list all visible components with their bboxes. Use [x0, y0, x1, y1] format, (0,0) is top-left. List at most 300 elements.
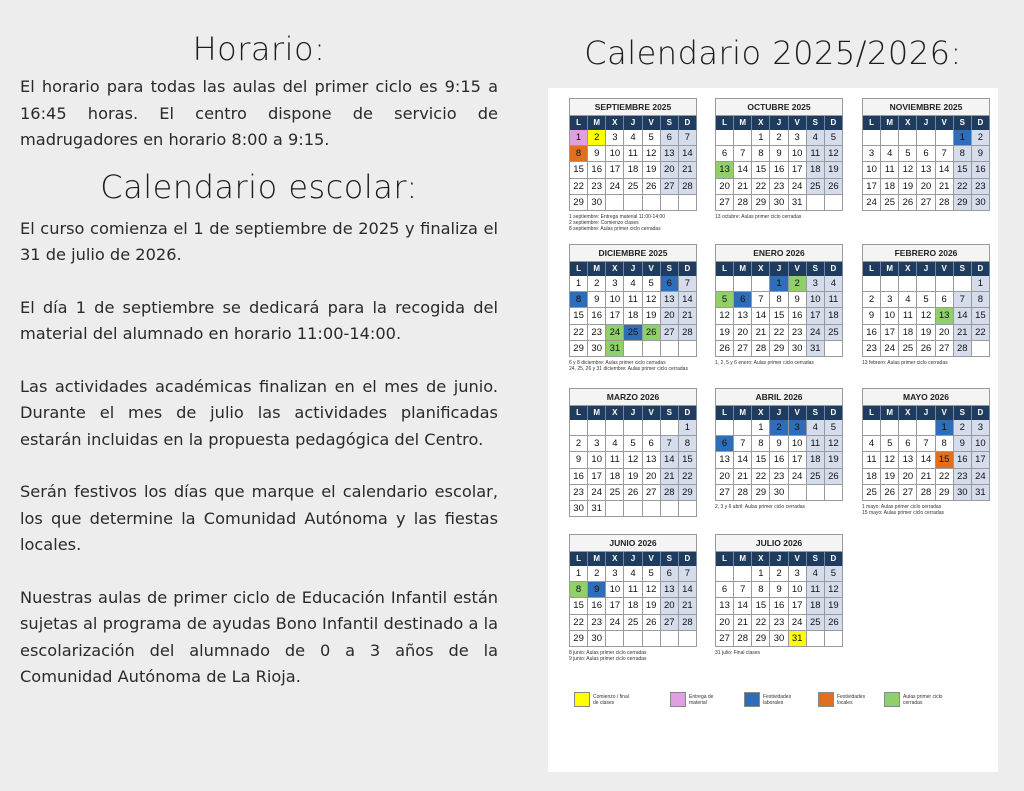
- day-cell: 18: [881, 179, 899, 195]
- paragraph: Nuestras aulas de primer ciclo de Educación Infantil están sujetas al programa de ayudas Bono Infantil destinado a la escolarización del alumnado de 0 a 3 años de la Comunidad Autónoma de La Rioja.: [20, 587, 498, 686]
- day-cell: 21: [679, 162, 697, 178]
- empty-cell: [825, 341, 843, 357]
- day-cell: 3: [807, 276, 825, 292]
- day-cell: 27: [661, 179, 679, 195]
- weekday-header: J: [624, 406, 642, 420]
- empty-cell: [863, 276, 881, 292]
- day-cell: 9: [570, 452, 588, 468]
- day-cell: 22: [570, 615, 588, 631]
- day-cell: 22: [570, 179, 588, 195]
- day-cell: 4: [825, 276, 843, 292]
- day-cell: 10: [789, 146, 807, 162]
- month-grid: [569, 406, 697, 517]
- day-cell: 29: [770, 341, 788, 357]
- day-cell: 19: [899, 179, 917, 195]
- day-cell: 28: [679, 325, 697, 341]
- day-cell: 17: [972, 452, 990, 468]
- empty-cell: [661, 420, 679, 436]
- day-cell: 7: [752, 292, 770, 308]
- month-notes: [569, 360, 697, 372]
- day-cell: 7: [661, 436, 679, 452]
- empty-cell: [570, 420, 588, 436]
- day-cell: 4: [863, 436, 881, 452]
- day-cell: 26: [643, 615, 661, 631]
- weekday-header: S: [954, 116, 972, 130]
- paragraph: El día 1 de septiembre se dedicará para la recogida del material del alumnado en horario 11:00-14:00.: [20, 297, 498, 343]
- weekday-header: S: [807, 552, 825, 566]
- day-cell: 19: [643, 598, 661, 614]
- day-cell: 30: [789, 341, 807, 357]
- day-cell: 8: [936, 436, 954, 452]
- weekday-header: M: [881, 116, 899, 130]
- day-cell: 1: [936, 420, 954, 436]
- day-cell: 6: [899, 436, 917, 452]
- calendar-legend: [574, 692, 984, 712]
- weekday-header: M: [734, 116, 752, 130]
- day-cell: 2: [789, 276, 807, 292]
- day-cell: 23: [770, 615, 788, 631]
- day-cell: 19: [825, 452, 843, 468]
- weekday-header: D: [679, 406, 697, 420]
- day-cell: 11: [807, 436, 825, 452]
- day-cell: 3: [789, 130, 807, 146]
- day-cell: 28: [679, 179, 697, 195]
- day-cell: 22: [972, 325, 990, 341]
- horario-title: Horario:: [192, 30, 326, 68]
- day-cell: 18: [807, 598, 825, 614]
- day-cell: 16: [570, 469, 588, 485]
- day-cell: 8: [752, 436, 770, 452]
- empty-cell: [789, 485, 807, 501]
- day-cell: 13: [936, 308, 954, 324]
- day-cell: 16: [972, 162, 990, 178]
- day-cell: 3: [606, 130, 624, 146]
- day-cell: 8: [770, 292, 788, 308]
- weekday-header: S: [807, 116, 825, 130]
- day-cell: 3: [789, 420, 807, 436]
- empty-cell: [917, 276, 935, 292]
- day-cell: 8: [570, 582, 588, 598]
- empty-cell: [606, 501, 624, 517]
- month-calendar: [569, 388, 697, 517]
- day-cell: 25: [807, 179, 825, 195]
- day-cell: 18: [863, 469, 881, 485]
- day-cell: 29: [570, 631, 588, 647]
- weekday-header: L: [716, 262, 734, 276]
- day-cell: 25: [624, 179, 642, 195]
- weekday-header: X: [606, 406, 624, 420]
- day-cell: 1: [679, 420, 697, 436]
- day-cell: 15: [570, 162, 588, 178]
- day-cell: 18: [624, 598, 642, 614]
- weekday-header: V: [789, 552, 807, 566]
- empty-cell: [863, 420, 881, 436]
- day-cell: 16: [588, 308, 606, 324]
- day-cell: 25: [624, 325, 642, 341]
- day-cell: 2: [770, 130, 788, 146]
- day-cell: 26: [899, 195, 917, 211]
- day-cell: 27: [661, 615, 679, 631]
- day-cell: 27: [899, 485, 917, 501]
- month-calendar: [862, 388, 990, 516]
- weekday-header: S: [661, 406, 679, 420]
- legend-label: Comienzo / final de clases: [593, 694, 629, 706]
- day-cell: 13: [661, 582, 679, 598]
- day-cell: 20: [716, 469, 734, 485]
- day-cell: 25: [807, 469, 825, 485]
- weekday-header: X: [752, 552, 770, 566]
- day-cell: 17: [807, 308, 825, 324]
- month-calendar: [715, 388, 843, 510]
- empty-cell: [643, 341, 661, 357]
- empty-cell: [661, 341, 679, 357]
- day-cell: 6: [661, 566, 679, 582]
- day-cell: 12: [917, 308, 935, 324]
- weekday-header: X: [899, 262, 917, 276]
- day-cell: 4: [606, 436, 624, 452]
- note-line: 31 julio: Final clases: [715, 649, 761, 656]
- day-cell: 8: [570, 146, 588, 162]
- day-cell: 8: [752, 146, 770, 162]
- month-calendar: [715, 244, 843, 366]
- day-cell: 26: [825, 469, 843, 485]
- note-line: 13 febrero: Aulas primer ciclo cerradas: [862, 359, 948, 366]
- day-cell: 13: [734, 308, 752, 324]
- day-cell: 23: [863, 341, 881, 357]
- day-cell: 23: [770, 179, 788, 195]
- day-cell: 21: [661, 469, 679, 485]
- month-title: ABRIL 2026: [715, 388, 843, 406]
- day-cell: 12: [716, 308, 734, 324]
- month-title: JUNIO 2026: [569, 534, 697, 552]
- day-cell: 25: [807, 615, 825, 631]
- day-cell: 19: [643, 162, 661, 178]
- day-cell: 14: [661, 452, 679, 468]
- month-calendar: [862, 244, 990, 366]
- day-cell: 12: [881, 452, 899, 468]
- day-cell: 28: [661, 485, 679, 501]
- day-cell: 5: [643, 130, 661, 146]
- day-cell: 30: [588, 341, 606, 357]
- day-cell: 14: [954, 308, 972, 324]
- weekday-header: S: [807, 406, 825, 420]
- day-cell: 9: [789, 292, 807, 308]
- month-grid: [715, 406, 843, 501]
- day-cell: 1: [770, 276, 788, 292]
- day-cell: 4: [624, 130, 642, 146]
- day-cell: 20: [734, 325, 752, 341]
- weekday-header: J: [770, 406, 788, 420]
- paragraph: Serán festivos los días que marque el calendario escolar, los que determine la Comunidad Autónoma y las fiestas locales.: [20, 482, 498, 554]
- day-cell: 7: [936, 146, 954, 162]
- day-cell: 22: [954, 179, 972, 195]
- weekday-header: S: [661, 552, 679, 566]
- weekday-header: V: [789, 116, 807, 130]
- weekday-header: L: [863, 116, 881, 130]
- day-cell: 30: [588, 195, 606, 211]
- day-cell: 15: [936, 452, 954, 468]
- empty-cell: [643, 195, 661, 211]
- weekday-header: D: [825, 552, 843, 566]
- weekday-header: J: [917, 116, 935, 130]
- day-cell: 16: [863, 325, 881, 341]
- day-cell: 2: [570, 436, 588, 452]
- month-title: SEPTIEMBRE 2025: [569, 98, 697, 116]
- empty-cell: [917, 420, 935, 436]
- day-cell: 17: [863, 179, 881, 195]
- day-cell: 29: [752, 195, 770, 211]
- day-cell: 5: [643, 566, 661, 582]
- day-cell: 10: [863, 162, 881, 178]
- month-grid: [569, 262, 697, 357]
- note-line: 1 septiembre: Entrega material 11:00-14:00: [569, 213, 666, 220]
- day-cell: 30: [770, 195, 788, 211]
- month-notes: [569, 650, 697, 662]
- day-cell: 11: [825, 292, 843, 308]
- day-cell: 24: [881, 341, 899, 357]
- day-cell: 13: [716, 162, 734, 178]
- day-cell: 30: [770, 631, 788, 647]
- day-cell: 23: [588, 615, 606, 631]
- empty-cell: [734, 276, 752, 292]
- day-cell: 22: [679, 469, 697, 485]
- day-cell: 24: [807, 325, 825, 341]
- day-cell: 23: [770, 469, 788, 485]
- day-cell: 21: [917, 469, 935, 485]
- weekday-header: D: [825, 262, 843, 276]
- day-cell: 18: [807, 162, 825, 178]
- day-cell: 7: [734, 146, 752, 162]
- day-cell: 10: [789, 436, 807, 452]
- day-cell: 26: [881, 485, 899, 501]
- note-line: 6 y 8 diciembre: Aulas primer ciclo cerradas: [569, 359, 666, 366]
- weekday-header: V: [643, 406, 661, 420]
- horario-text: El horario para todas las aulas del primer ciclo es 9:15 a 16:45 horas. El centro dispone de servicio de madrugadores en horario 8:00 a 9:15.: [20, 77, 498, 149]
- day-cell: 28: [679, 615, 697, 631]
- day-cell: 14: [936, 162, 954, 178]
- day-cell: 7: [679, 276, 697, 292]
- day-cell: 20: [661, 162, 679, 178]
- weekday-header: M: [588, 262, 606, 276]
- empty-cell: [936, 276, 954, 292]
- weekday-header: V: [643, 552, 661, 566]
- day-cell: 6: [716, 582, 734, 598]
- day-cell: 28: [752, 341, 770, 357]
- day-cell: 11: [606, 452, 624, 468]
- day-cell: 4: [624, 276, 642, 292]
- day-cell: 16: [770, 162, 788, 178]
- day-cell: 27: [716, 631, 734, 647]
- day-cell: 29: [570, 341, 588, 357]
- empty-cell: [716, 130, 734, 146]
- weekday-header: S: [807, 262, 825, 276]
- empty-cell: [734, 130, 752, 146]
- weekday-header: X: [752, 116, 770, 130]
- empty-cell: [624, 195, 642, 211]
- day-cell: 12: [899, 162, 917, 178]
- day-cell: 10: [606, 146, 624, 162]
- day-cell: 3: [863, 146, 881, 162]
- day-cell: 14: [679, 582, 697, 598]
- day-cell: 17: [588, 469, 606, 485]
- day-cell: 8: [570, 292, 588, 308]
- day-cell: 4: [807, 420, 825, 436]
- day-cell: 23: [588, 179, 606, 195]
- empty-cell: [825, 631, 843, 647]
- empty-cell: [825, 485, 843, 501]
- day-cell: 10: [606, 582, 624, 598]
- day-cell: 28: [734, 195, 752, 211]
- month-title: NOVIEMBRE 2025: [862, 98, 990, 116]
- month-notes: [569, 214, 697, 232]
- legend-label: Entrega de material: [689, 694, 714, 706]
- day-cell: 26: [825, 179, 843, 195]
- day-cell: 24: [606, 325, 624, 341]
- day-cell: 19: [825, 598, 843, 614]
- weekday-header: M: [588, 116, 606, 130]
- weekday-header: J: [624, 262, 642, 276]
- empty-cell: [679, 631, 697, 647]
- day-cell: 5: [825, 566, 843, 582]
- day-cell: 2: [954, 420, 972, 436]
- empty-cell: [807, 485, 825, 501]
- empty-cell: [972, 341, 990, 357]
- day-cell: 2: [588, 276, 606, 292]
- weekday-header: L: [863, 262, 881, 276]
- day-cell: 13: [716, 598, 734, 614]
- weekday-header: X: [752, 262, 770, 276]
- month-calendar: [715, 98, 843, 220]
- day-cell: 15: [954, 162, 972, 178]
- day-cell: 30: [570, 501, 588, 517]
- day-cell: 1: [570, 276, 588, 292]
- day-cell: 8: [752, 582, 770, 598]
- day-cell: 11: [624, 582, 642, 598]
- weekday-header: X: [606, 262, 624, 276]
- day-cell: 2: [770, 566, 788, 582]
- day-cell: 11: [863, 452, 881, 468]
- day-cell: 27: [734, 341, 752, 357]
- day-cell: 6: [716, 436, 734, 452]
- day-cell: 9: [588, 582, 606, 598]
- empty-cell: [661, 501, 679, 517]
- day-cell: 13: [917, 162, 935, 178]
- day-cell: 17: [606, 162, 624, 178]
- day-cell: 3: [972, 420, 990, 436]
- month-grid: [569, 552, 697, 647]
- note-line: 2, 3 y 6 abril: Aulas primer ciclo cerradas: [715, 503, 806, 510]
- day-cell: 23: [954, 469, 972, 485]
- empty-cell: [936, 130, 954, 146]
- day-cell: 21: [752, 325, 770, 341]
- day-cell: 25: [863, 485, 881, 501]
- day-cell: 23: [588, 325, 606, 341]
- day-cell: 3: [881, 292, 899, 308]
- legend-item: [818, 692, 879, 707]
- day-cell: 20: [716, 179, 734, 195]
- day-cell: 3: [588, 436, 606, 452]
- day-cell: 11: [807, 146, 825, 162]
- month-grid: [862, 262, 990, 357]
- month-notes: [715, 214, 843, 220]
- month-notes: [862, 360, 990, 366]
- day-cell: 15: [570, 598, 588, 614]
- legend-swatch: [670, 692, 686, 707]
- day-cell: 4: [807, 566, 825, 582]
- empty-cell: [807, 195, 825, 211]
- empty-cell: [679, 341, 697, 357]
- day-cell: 15: [679, 452, 697, 468]
- weekday-header: D: [972, 116, 990, 130]
- day-cell: 24: [972, 469, 990, 485]
- day-cell: 29: [752, 631, 770, 647]
- day-cell: 2: [588, 130, 606, 146]
- day-cell: 1: [752, 566, 770, 582]
- day-cell: 13: [716, 452, 734, 468]
- weekday-header: V: [936, 406, 954, 420]
- day-cell: 5: [643, 276, 661, 292]
- day-cell: 12: [643, 582, 661, 598]
- empty-cell: [881, 276, 899, 292]
- day-cell: 31: [972, 485, 990, 501]
- day-cell: 11: [899, 308, 917, 324]
- note-line: 24, 25, 26 y 31 diciembre: Aulas primer ciclo cerradas: [569, 365, 688, 372]
- empty-cell: [825, 195, 843, 211]
- month-notes: [715, 504, 843, 510]
- weekday-header: D: [679, 116, 697, 130]
- day-cell: 13: [899, 452, 917, 468]
- empty-cell: [588, 420, 606, 436]
- month-title: FEBRERO 2026: [862, 244, 990, 262]
- empty-cell: [899, 276, 917, 292]
- day-cell: 24: [863, 195, 881, 211]
- day-cell: 24: [789, 615, 807, 631]
- weekday-header: D: [825, 406, 843, 420]
- day-cell: 5: [716, 292, 734, 308]
- empty-cell: [863, 130, 881, 146]
- weekday-header: X: [899, 406, 917, 420]
- day-cell: 11: [624, 292, 642, 308]
- day-cell: 6: [716, 146, 734, 162]
- day-cell: 23: [972, 179, 990, 195]
- empty-cell: [679, 501, 697, 517]
- day-cell: 12: [825, 582, 843, 598]
- paragraph: El curso comienza el 1 de septiembre de 2025 y finaliza el 31 de julio de 2026.: [20, 218, 498, 264]
- weekday-header: L: [570, 116, 588, 130]
- day-cell: 17: [881, 325, 899, 341]
- day-cell: 17: [789, 162, 807, 178]
- day-cell: 19: [881, 469, 899, 485]
- legend-swatch: [884, 692, 900, 707]
- empty-cell: [624, 341, 642, 357]
- empty-cell: [899, 420, 917, 436]
- day-cell: 2: [972, 130, 990, 146]
- month-title: OCTUBRE 2025: [715, 98, 843, 116]
- month-title: MAYO 2026: [862, 388, 990, 406]
- note-line: 1, 2, 5 y 6 enero: Aulas primer ciclo cerradas: [715, 359, 814, 366]
- day-cell: 28: [936, 195, 954, 211]
- day-cell: 16: [588, 598, 606, 614]
- day-cell: 31: [588, 501, 606, 517]
- weekday-header: D: [972, 406, 990, 420]
- day-cell: 20: [661, 598, 679, 614]
- day-cell: 13: [661, 292, 679, 308]
- empty-cell: [606, 420, 624, 436]
- note-line: 9 junio: Aulas primer ciclo cerradas: [569, 655, 647, 662]
- day-cell: 22: [752, 179, 770, 195]
- day-cell: 2: [588, 566, 606, 582]
- day-cell: 16: [954, 452, 972, 468]
